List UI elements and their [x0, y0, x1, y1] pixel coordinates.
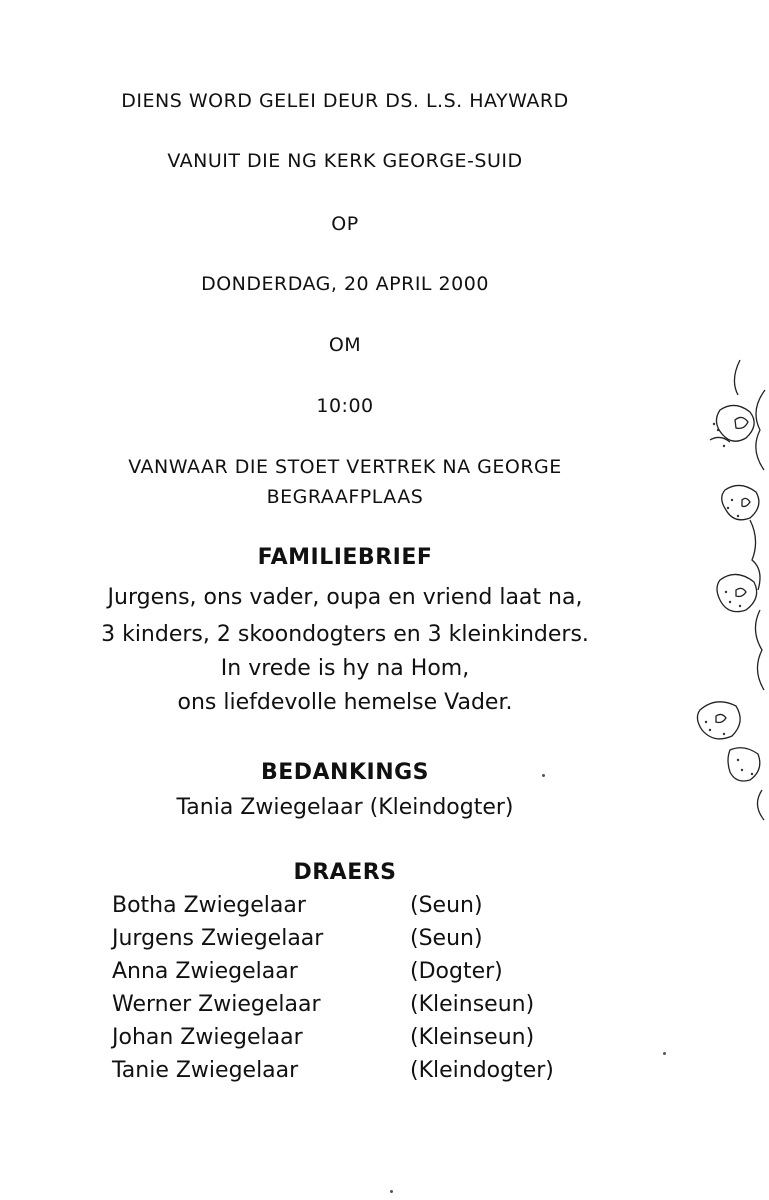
- pallbearer-row: [112, 1025, 572, 1057]
- service-time-line: 10:00: [316, 395, 374, 417]
- pallbearer-name: Anna Zwiegelaar: [112, 959, 298, 984]
- bedankings-heading: BEDANKINGS: [260, 760, 430, 785]
- paper-speck: [390, 1190, 393, 1193]
- service-date-line: DONDERDAG, 20 APRIL 2000: [201, 273, 489, 295]
- bedankings-text: Tania Zwiegelaar (Kleindogter): [176, 795, 514, 820]
- pallbearer-row: [112, 1058, 572, 1090]
- pallbearer-name: Botha Zwiegelaar: [112, 893, 306, 918]
- service-procession-line: VANWAAR DIE STOET VERTREK NA GEORGE: [128, 456, 562, 478]
- service-op-line: OP: [331, 213, 359, 235]
- pallbearer-relation: (Kleinseun): [410, 1025, 535, 1050]
- pallbearer-name: Johan Zwiegelaar: [112, 1025, 303, 1050]
- pallbearer-relation: (Seun): [410, 893, 483, 918]
- service-cemetery-line: BEGRAAFPLAAS: [266, 486, 424, 508]
- floral-border-icon: [680, 350, 769, 830]
- pallbearer-name: Werner Zwiegelaar: [112, 992, 321, 1017]
- familiebrief-heading: FAMILIEBRIEF: [257, 545, 433, 570]
- paper-speck: [663, 1052, 666, 1055]
- familiebrief-line: 3 kinders, 2 skoondogters en 3 kleinkinders.: [101, 622, 589, 647]
- familiebrief-line: ons liefdevolle hemelse Vader.: [177, 690, 513, 715]
- service-church-line: VANUIT DIE NG KERK GEORGE-SUID: [167, 150, 523, 172]
- familiebrief-line: Jurgens, ons vader, oupa en vriend laat na,: [107, 585, 583, 610]
- familiebrief-line: In vrede is hy na Hom,: [220, 656, 470, 681]
- pallbearer-name: Jurgens Zwiegelaar: [112, 926, 324, 951]
- pallbearer-name: Tanie Zwiegelaar: [112, 1058, 299, 1083]
- paper-speck: [542, 774, 545, 777]
- pallbearer-row: [112, 926, 572, 958]
- pallbearer-relation: (Kleindogter): [410, 1058, 554, 1083]
- pallbearer-relation: (Kleinseun): [410, 992, 535, 1017]
- pallbearer-row: [112, 959, 572, 991]
- draers-heading: DRAERS: [293, 860, 397, 885]
- pallbearer-row: [112, 992, 572, 1024]
- service-om-line: OM: [328, 334, 362, 356]
- pallbearer-row: [112, 893, 572, 925]
- service-officiant-line: DIENS WORD GELEI DEUR DS. L.S. HAYWARD: [121, 90, 569, 112]
- pallbearer-relation: (Dogter): [410, 959, 503, 984]
- pallbearer-relation: (Seun): [410, 926, 483, 951]
